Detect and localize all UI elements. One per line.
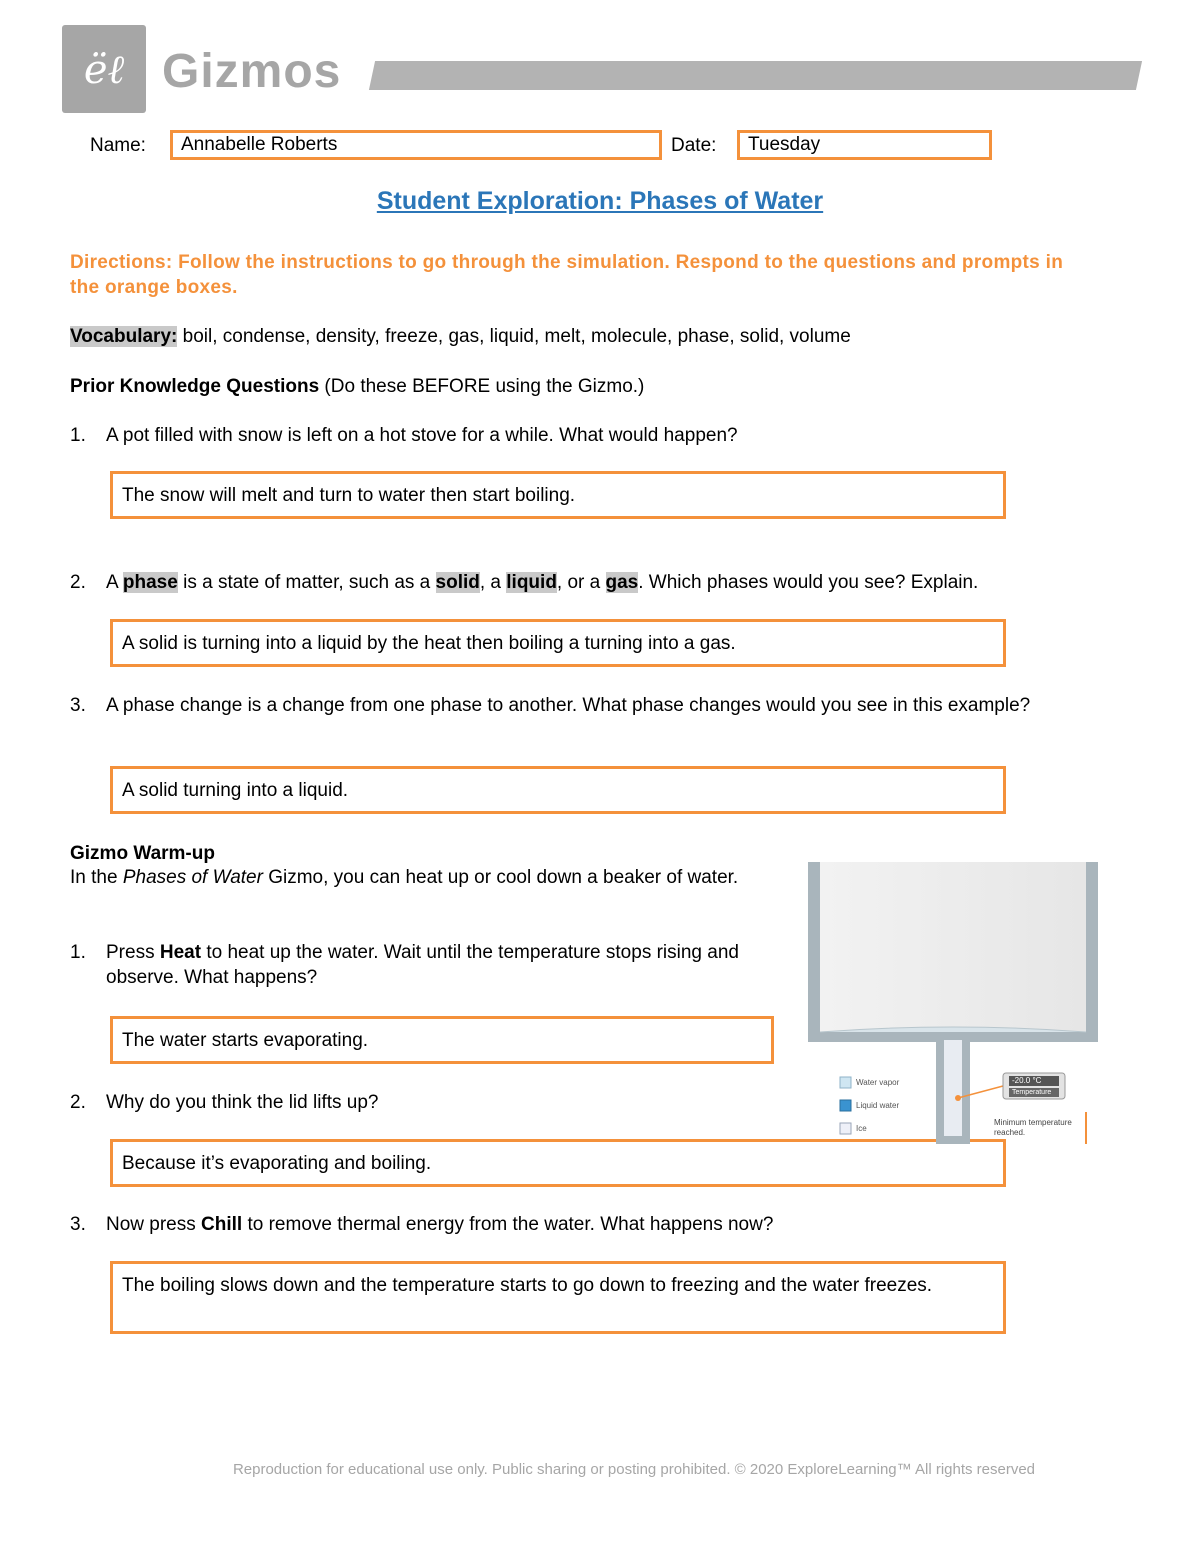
legend-ice-label: Ice <box>856 1124 867 1133</box>
q-text-part: Press <box>106 942 160 963</box>
q2-text-part: is a state of matter, such as a <box>177 572 436 593</box>
page-title: Student Exploration: Phases of Water <box>376 187 824 215</box>
term-solid: solid <box>435 572 480 593</box>
prior-q3-number: 3. <box>70 695 86 716</box>
name-label: Name: <box>90 135 146 156</box>
prior-q3-text: A phase change is a change from one phase to another. What phase changes would you see in this example? <box>106 695 1031 716</box>
prior-q3-answer-box[interactable]: A solid turning into a liquid. <box>110 766 1006 814</box>
chill-keyword: Chill <box>201 1214 243 1235</box>
q-text-part: Now press <box>106 1214 202 1235</box>
prior-q1-number: 1. <box>70 425 86 446</box>
prior-q1-text: A pot filled with snow is left on a hot stove for a while. What would happen? <box>106 425 738 446</box>
legend-swatch-vapor <box>840 1077 851 1088</box>
prior-q2-answer-box[interactable]: A solid is turning into a liquid by the heat then boiling a turning into a gas. <box>110 619 1006 667</box>
name-field[interactable]: Annabelle Roberts <box>170 130 662 160</box>
warmup-intro-gizmo-name: Phases of Water <box>122 867 263 888</box>
term-liquid: liquid <box>506 572 557 593</box>
warmup-q3-text <box>106 1212 1106 1237</box>
prior-heading-note: (Do these BEFORE using the Gizmo.) <box>319 376 645 397</box>
min-temp-note: Minimum temperature reached. <box>994 1118 1072 1137</box>
vocabulary-label: Vocabulary: <box>70 326 178 347</box>
beaker-illustration <box>808 862 1098 1147</box>
warmup-q2-answer-box[interactable]: Because it’s evaporating and boiling. <box>110 1139 1006 1187</box>
warmup-q3-number: 3. <box>70 1214 86 1235</box>
footer-copyright: Reproduction for educational use only. Public sharing or posting prohibited. © 2020 ExploreLearning™ All rights reserved <box>232 1461 1036 1478</box>
explorelearning-logo-icon: ëℓ <box>62 25 146 113</box>
warmup-heading <box>70 841 215 866</box>
vocabulary-words: boil, condense, density, freeze, gas, liquid, melt, molecule, phase, solid, volume <box>177 326 851 347</box>
q2-text-part: . Which phases would you see? Explain. <box>638 572 979 593</box>
heat-keyword: Heat <box>159 942 202 963</box>
vocabulary-line <box>70 324 1130 349</box>
legend-swatch-liquid <box>840 1100 851 1111</box>
term-gas: gas <box>605 572 639 593</box>
prior-q1-answer-box[interactable]: The snow will melt and turn to water then start boiling. <box>110 471 1006 519</box>
prior-q2-text <box>106 570 1166 595</box>
date-label: Date: <box>671 135 717 156</box>
q2-text-part: , or a <box>556 572 606 593</box>
warmup-intro-part: In the <box>70 867 123 888</box>
temperature-label: Temperature <box>1012 1089 1052 1096</box>
warmup-intro <box>70 865 790 890</box>
prior-heading-text: Prior Knowledge Questions <box>70 376 320 397</box>
warmup-q1-text <box>106 940 796 990</box>
q2-text-part: , a <box>479 572 507 593</box>
gizmos-brand-name: Gizmos <box>162 45 342 98</box>
warmup-q1-answer-box[interactable]: The water starts evaporating. <box>110 1016 774 1064</box>
legend-vapor-label: Water vapor <box>856 1078 900 1087</box>
directions-text: Directions: Follow the instructions to go through the simulation. Respond to the questions and prompts in the orange boxes. <box>70 252 1064 298</box>
warmup-q2-number: 2. <box>70 1092 86 1113</box>
thermometer-tube <box>944 1040 962 1136</box>
term-phase: phase <box>122 572 178 593</box>
warmup-heading-text: Gizmo Warm-up <box>70 843 215 864</box>
warmup-q3-answer-box[interactable]: The boiling slows down and the temperature starts to go down to freezing and the water freezes. <box>110 1261 1006 1334</box>
q-text-part: to remove thermal energy from the water. What happens now? <box>242 1214 774 1235</box>
warmup-intro-part: Gizmo, you can heat up or cool down a beaker of water. <box>262 867 739 888</box>
q-text-part: to heat up the water. Wait until the temperature stops rising and observe. What happens? <box>106 942 739 988</box>
warmup-q2-text: Why do you think the lid lifts up? <box>106 1092 379 1113</box>
header-bar <box>369 61 1142 90</box>
legend-swatch-ice <box>840 1123 851 1134</box>
phases-of-water-simulation-image <box>808 862 1098 1147</box>
legend-liquid-label: Liquid water <box>856 1101 900 1110</box>
prior-knowledge-heading <box>70 374 1130 399</box>
prior-q2-number: 2. <box>70 572 86 593</box>
temperature-value: -20.0 °C <box>1012 1076 1042 1085</box>
warmup-q1-number: 1. <box>70 942 86 963</box>
beaker-interior <box>820 862 1086 1032</box>
date-field[interactable]: Tuesday <box>737 130 992 160</box>
q2-text-part: A <box>106 572 123 593</box>
